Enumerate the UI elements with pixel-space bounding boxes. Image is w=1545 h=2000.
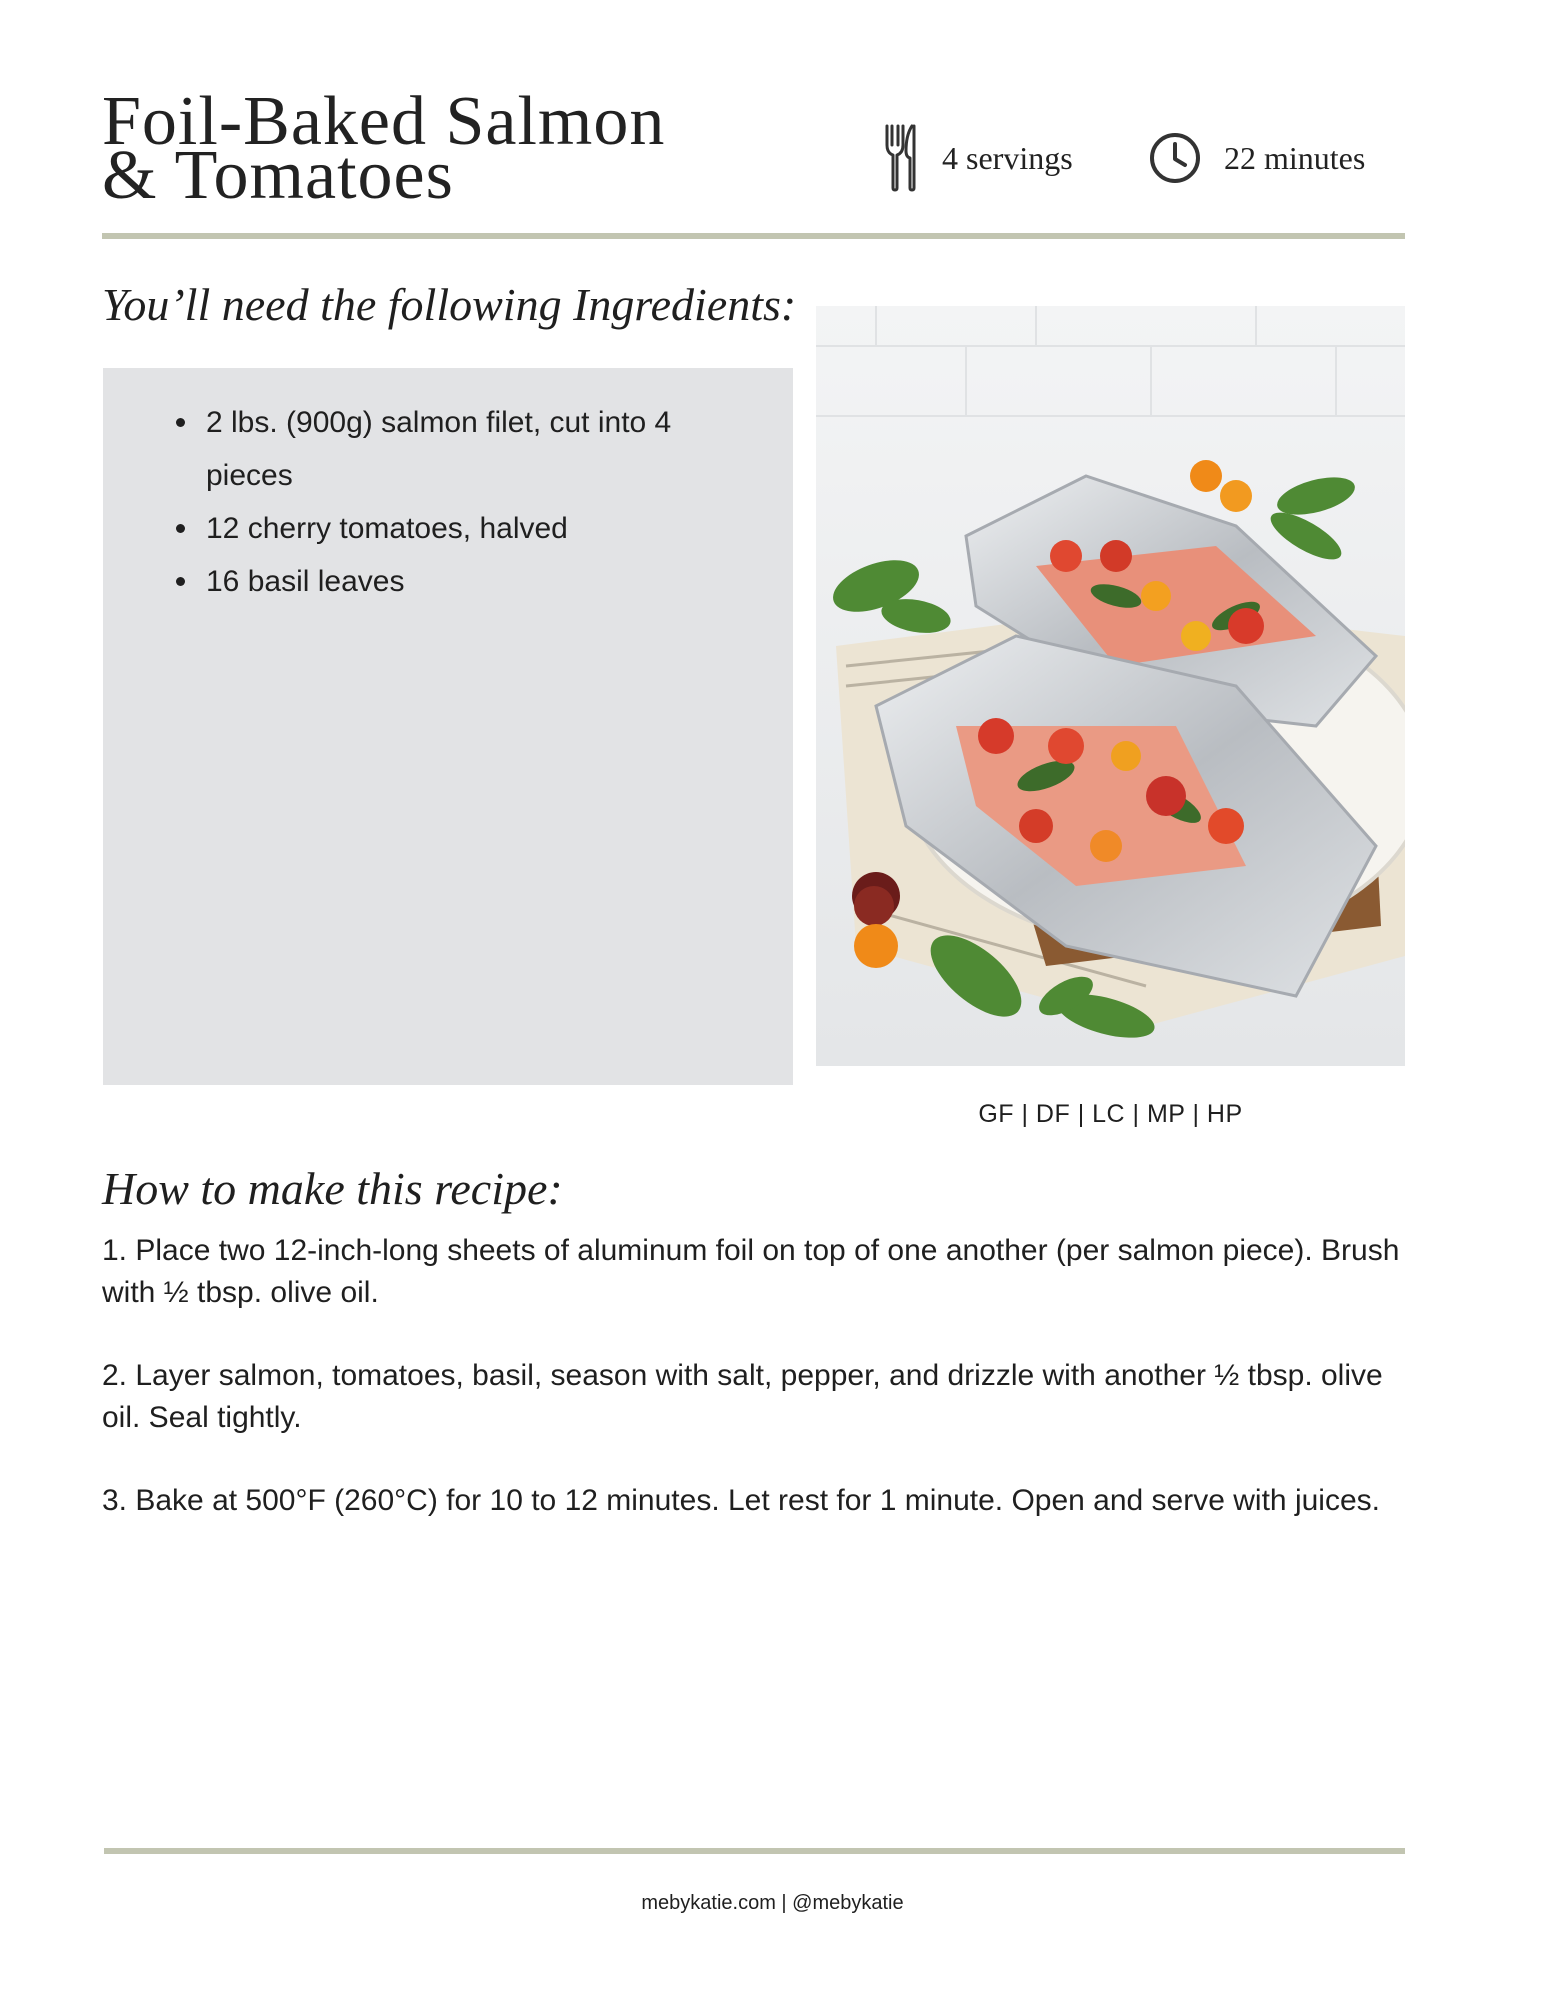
time-info	[1148, 118, 1365, 198]
salmon-photo	[816, 306, 1405, 1066]
ingredient-item: 12 cherry tomatoes, halved	[206, 502, 766, 555]
step-item: 1. Place two 12-inch-long sheets of aluminum foil on top of one another (per salmon piece). Brush with ½ tbsp. olive oil.	[102, 1234, 1400, 1309]
time-label: 22 minutes	[1224, 139, 1366, 176]
header-divider	[102, 233, 1405, 239]
fork-knife-icon	[884, 123, 920, 193]
recipe-title	[102, 83, 822, 214]
servings-label: 4 servings	[942, 139, 1073, 176]
ingredient-item: 2 lbs. (900g) salmon filet, cut into 4 pieces	[206, 396, 766, 502]
step-item: 2. Layer salmon, tomatoes, basil, season with salt, pepper, and drizzle with another ½ tbsp. olive oil. Seal tightly.	[102, 1359, 1383, 1434]
ingredients-list	[206, 396, 766, 608]
recipe-title-line1: Foil-Baked Salmon	[102, 83, 666, 160]
servings-info	[884, 118, 1073, 198]
ingredients-panel	[103, 368, 793, 1085]
footer-credit: mebykatie.com | @mebykatie	[641, 1892, 904, 1914]
ingredients-heading: You’ll need the following Ingredients:	[102, 279, 797, 330]
ingredient-item: 16 basil leaves	[206, 555, 766, 608]
steps-list	[102, 1230, 1402, 1563]
footer-divider	[104, 1848, 1405, 1854]
steps-heading: How to make this recipe:	[102, 1163, 563, 1214]
diet-tags: GF | DF | LC | MP | HP	[978, 1100, 1243, 1128]
clock-icon	[1148, 131, 1202, 185]
step-item: 3. Bake at 500°F (260°C) for 10 to 12 minutes. Let rest for 1 minute. Open and serve with juices.	[102, 1484, 1380, 1517]
recipe-title-line2: & Tomatoes	[102, 137, 454, 214]
